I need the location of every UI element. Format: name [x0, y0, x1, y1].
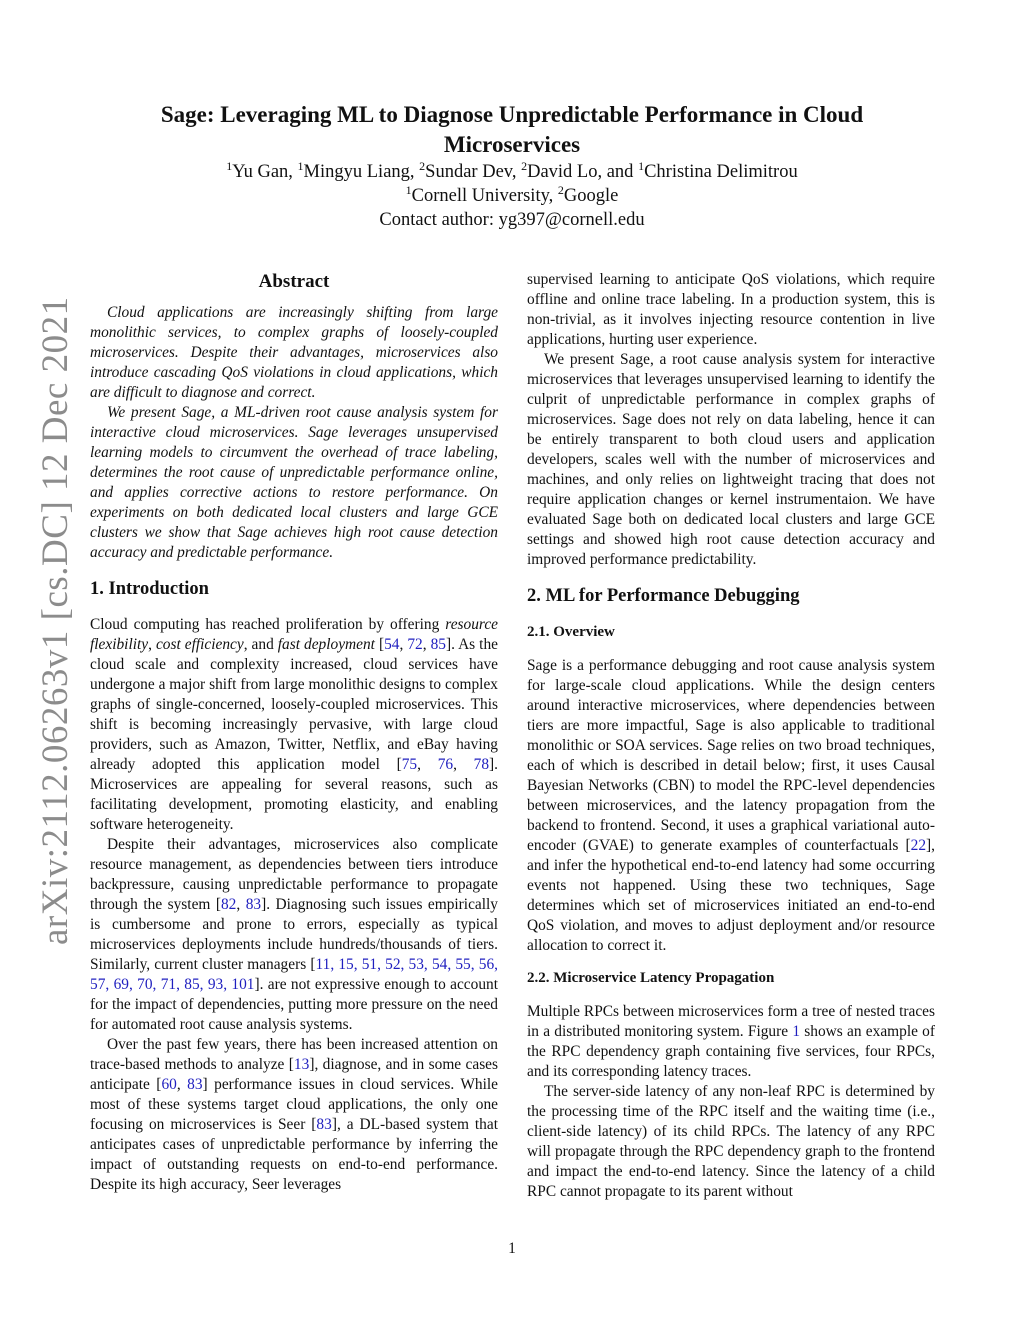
citation-link[interactable]: 76 — [437, 756, 454, 773]
citation-link[interactable]: 75 — [401, 756, 418, 773]
text-run: , — [148, 636, 156, 653]
left-column — [90, 270, 498, 1195]
author-name: David Lo, and — [527, 162, 639, 182]
emphasis: resource flexibility — [90, 616, 498, 653]
emphasis: cost efficiency — [155, 636, 244, 653]
text-run: Despite their advantages, microservices also complicate resource management, as dependencies between tiers introduce backpressure, causing unpredictable performance to propagate through the system [ — [90, 836, 498, 913]
text-run: Over the past few years, there has been increased attention on trace-based methods to analyze [ — [90, 1036, 498, 1073]
page-number: 1 — [508, 1240, 516, 1257]
subsection-heading-latency-propagation: 2.2. Microservice Latency Propagation — [527, 970, 775, 986]
affiliation-list — [90, 184, 934, 208]
affiliation-name: Cornell University, — [411, 186, 558, 206]
right-column — [527, 270, 935, 1202]
section-heading-ml-debugging: 2. ML for Performance Debugging — [527, 586, 800, 606]
paper-header — [90, 100, 934, 232]
text-run: ], diagnose, and in some cases anticipate [ — [90, 1056, 499, 1093]
citation-link[interactable]: 22 — [910, 837, 927, 854]
body-paragraph: The server-side latency of any non-leaf RPC is determined by the processing time of the RPC itself and the waiting time (i.e., client-side latency) of its child RPCs. The latency of any RPC will propagate through the RPC dependency graph to the frontend and impact the end-to-end latency. Since the latency of a child RPC cannot propagate to its parent without — [527, 1083, 935, 1200]
arxiv-stamp: arXiv:2112.06263v1 [cs.DC] 12 Dec 2021 — [35, 296, 76, 945]
text-run: , and — [243, 636, 278, 653]
citation-link[interactable]: 60 — [161, 1076, 177, 1093]
text-run: ] performance issues in cloud services. While most of these systems target cloud applications, the only one focusing on microservices is Seer [ — [90, 1076, 498, 1133]
citation-link[interactable]: 83 — [245, 896, 262, 913]
citation-link[interactable]: 83 — [316, 1116, 332, 1133]
affiliation-name: Google — [563, 186, 619, 206]
subsection-heading-overview: 2.1. Overview — [527, 624, 615, 640]
text-run: ], and infer the hypothetical end-to-end latency had some occurring events not happened. Using these two techniques, Sage determines which set of microservices initiated an end-to-end QoS violation, and moves to adjust deployment and/or resource allocation to correct it. — [527, 837, 935, 954]
citation-link[interactable]: 78 — [473, 756, 490, 773]
citation-link[interactable]: 85 — [430, 636, 446, 653]
author-name: Sundar Dev, — [425, 162, 522, 182]
text-run: ) to model the RPC-level dependencies between microservices, and the latency propagation from the backend to frontend. Second, it uses a graphical variational auto-encoder ( — [527, 777, 936, 854]
text-run: ]. Microservices are appealing for several reasons, such as facilitating development, promoting elasticity, and enabling software heterogeneity. — [90, 756, 499, 833]
abstract-paragraph: Cloud applications are increasingly shifting from large monolithic services, to complex graphs of loosely-coupled microservices. Despite their advantages, microservices also introduce cascading QoS violations in cloud applications, which are difficult to diagnose and correct. — [90, 304, 498, 401]
author-affil-mark: 1 — [638, 159, 645, 173]
text-run: Multiple RPCs between microservices form a tree of nested traces in a distributed monitoring system. Figure — [527, 1003, 935, 1040]
text-run: , — [176, 1076, 188, 1093]
text-run: ]. As the cloud scale and complexity increased, cloud services have undergone a major shift from large monolithic designs to complex graphs of single-concerned, loosely-coupled microservices. This shift is becoming increasingly pervasive, with large cloud providers, such as Amazon, Twitter, Netflix, and eBay having already adopted this application model [ — [90, 636, 498, 773]
text-run: , — [422, 636, 431, 653]
author-affil-mark: 1 — [226, 159, 233, 173]
citation-link-group[interactable]: 11, 15, 51, 52, 53, 54, 55, 56, 57, 69, 70, 71, 85, 93, 101 — [90, 956, 498, 993]
body-paragraph — [90, 835, 498, 1035]
figure-link[interactable]: 1 — [792, 1023, 801, 1040]
body-paragraph — [527, 1002, 935, 1082]
author-name: Mingyu Liang, — [303, 162, 420, 182]
text-run: ]. Diagnosing such issues empirically is cumbersome and prone to errors, especially as typical microservices deployments include hundreds/thousands of tiers. Similarly, current cluster managers [ — [90, 896, 498, 973]
text-run: shows an example of the RPC dependency graph containing five services, four RPCs, and its corresponding latency traces. — [527, 1023, 935, 1080]
contact-author: Contact author: yg397@cornell.edu — [379, 210, 645, 230]
citation-link[interactable]: 83 — [187, 1076, 203, 1093]
citation-link[interactable]: 13 — [293, 1056, 310, 1073]
text-run: ]. are not expressive enough to account for the impact of dependencies, putting more pressure on the need for automated root cause analysis systems. — [90, 976, 498, 1033]
text-run: [ — [374, 636, 385, 653]
body-paragraph — [90, 615, 498, 835]
abstract-section — [90, 270, 498, 563]
affil-mark: 1 — [405, 183, 412, 197]
affil-mark: 2 — [557, 183, 564, 197]
author-affil-mark: 2 — [419, 159, 426, 173]
text-run: , — [417, 756, 438, 773]
citation-link[interactable]: 72 — [407, 636, 423, 653]
text-run: ) to generate examples of counterfactuals [ — [628, 837, 911, 854]
author-name: Yu Gan, — [232, 162, 298, 182]
citation-link[interactable]: 82 — [220, 896, 237, 913]
text-run: , — [236, 896, 246, 913]
text-run: Cloud computing has reached proliferation by offering — [90, 616, 446, 633]
body-paragraph — [90, 1035, 498, 1195]
abstract-heading: Abstract — [258, 271, 330, 292]
author-name: Christina Delimitrou — [644, 162, 798, 182]
author-affil-mark: 2 — [521, 159, 528, 173]
abstract-paragraph: We present Sage, a ML-driven root cause analysis system for interactive cloud microservices. Sage leverages unsupervised learning models to circumvent the overhead of trace labeling, determines the root cause of unpredictable performance online, and applies corrective actions to restore performance. On experiments on both dedicated local clusters and large GCE clusters we show that Sage achieves high root cause detection accuracy and predictable performance. — [90, 404, 498, 561]
body-paragraph: supervised learning to anticipate QoS violations, which require offline and online trace labeling. In a production system, this is non-trivial, as it involves injecting resource contention in live applications, hurting user experience. — [527, 271, 935, 348]
author-list — [90, 160, 934, 184]
section-heading-introduction: 1. Introduction — [90, 579, 209, 599]
text-run: , — [399, 636, 408, 653]
text-run: Sage is a performance debugging and root cause analysis system for large-scale cloud applications. While the design centers around interactive microservices, where dependencies between tiers are more impactful, Sage is also applicable to traditional monolithic or SOA services. Sage relies on two broad techniques, each of which is described in detail below; first, it uses Causal Bayesian Networks ( — [527, 657, 935, 794]
author-affil-mark: 1 — [297, 159, 304, 173]
citation-link[interactable]: 54 — [384, 636, 400, 653]
text-run: ], a DL-based system that anticipates cases of unpredictable performance by inferring the impact of outstanding requests on end-to-end performance. Despite its high accuracy, Seer leverages — [90, 1116, 498, 1193]
body-paragraph: We present Sage, a root cause analysis system for interactive microservices that leverages unsupervised learning to identify the culprit of unpredictable performance in complex graphs of microservices. Sage does not rely on data labeling, hence it can be entirely transparent to both cloud users and application developers, scales well with the number of microservices and machines, and only relies on lightweight tracing that does not require application changes or kernel instrumentaion. We have evaluated Sage both on dedicated local clusters and large GCE settings and showed high root cause detection accuracy and improved performance predictability. — [527, 351, 935, 568]
text-run: , — [453, 756, 474, 773]
abbreviation: GVAE — [587, 837, 629, 854]
body-paragraph — [527, 656, 935, 956]
paper-title: Sage: Leveraging ML to Diagnose Unpredictable Performance in Cloud Microservices — [160, 102, 864, 157]
abbreviation: CBN — [657, 777, 690, 794]
emphasis: fast deployment — [277, 636, 375, 653]
